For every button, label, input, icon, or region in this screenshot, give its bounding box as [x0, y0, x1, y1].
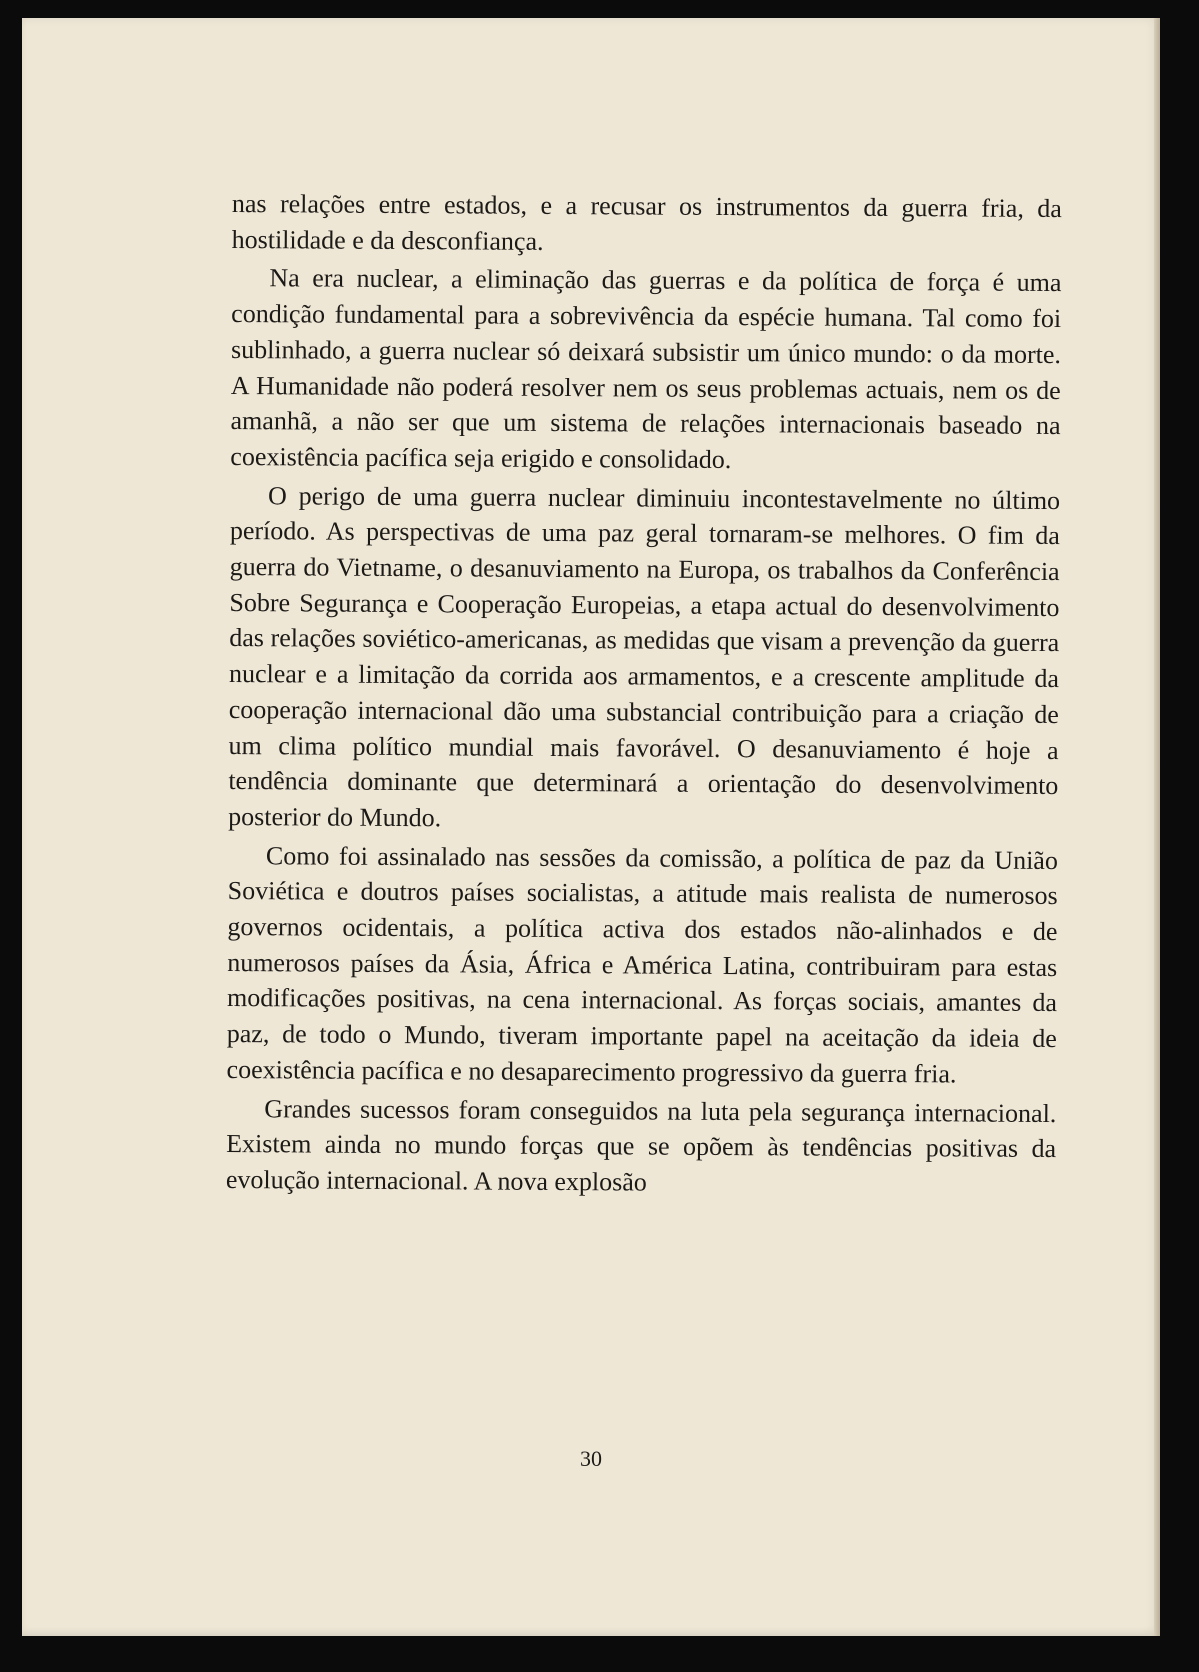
paragraph-continuation: nas relações entre estados, e a recusar os instrumentos da guerra fria, da hostilidade e da desconfiança.: [231, 188, 1062, 256]
paragraph: O perigo de uma guerra nuclear diminuiu incontestavelmente no último período. As perspectivas de uma paz geral tornaram-se melhores. O fim da guerra do Vietname, o desanuviamento na Europa, os trabalhos da Conferência Sobre Segurança e Cooperação Europeias, a etapa actual do desenvolvimento das relações soviético-americanas, as medidas que visam a prevenção da guerra nuclear e a limitação da corrida aos armamentos, e a crescente amplitude da cooperação internacional dão uma substancial contribuição para a criação de um clima político mundial mais favorável. O desanuviamento é hoje a tendência dominante que determinará a orientação do desenvolvimento posterior do Mundo.: [228, 480, 1061, 833]
book-page: [22, 18, 1160, 1636]
page-edge: [1154, 18, 1160, 1636]
paragraph: Na era nuclear, a eliminação das guerras e da política de força é uma condição fundamental para a sobrevivência da espécie humana. Tal como foi sublinhado, a guerra nuclear só deixará subsistir um único mundo: o da morte. A Humanidade não poderá resolver nem os seus problemas actuais, nem os de amanhã, a não ser que um sistema de relações internacionais baseado na coexistência pacífica seja erigido e consolidado.: [230, 263, 1062, 474]
page-number: 30: [580, 1446, 602, 1471]
paragraph: Como foi assinalado nas sessões da comissão, a política de paz da União Soviética e doutros países socialistas, a atitude mais realista de numerosos governos ocidentais, a política activa dos estados não-alinhados e de numerosos países da Ásia, África e América Latina, contribuiram para estas modificações positivas, na cena internacional. As forças sociais, amantes da paz, de todo o Mundo, tiveram importante papel na aceitação da ideia de coexistência pacífica e no desaparecimento progressivo da guerra fria.: [226, 840, 1058, 1089]
body-text: [226, 186, 1062, 1206]
paragraph: Grandes sucessos foram conseguidos na luta pela segurança internacional. Existem ainda no mundo forças que se opõem às tendências positivas da evolução internacional. A nova explosão: [225, 1093, 1057, 1197]
